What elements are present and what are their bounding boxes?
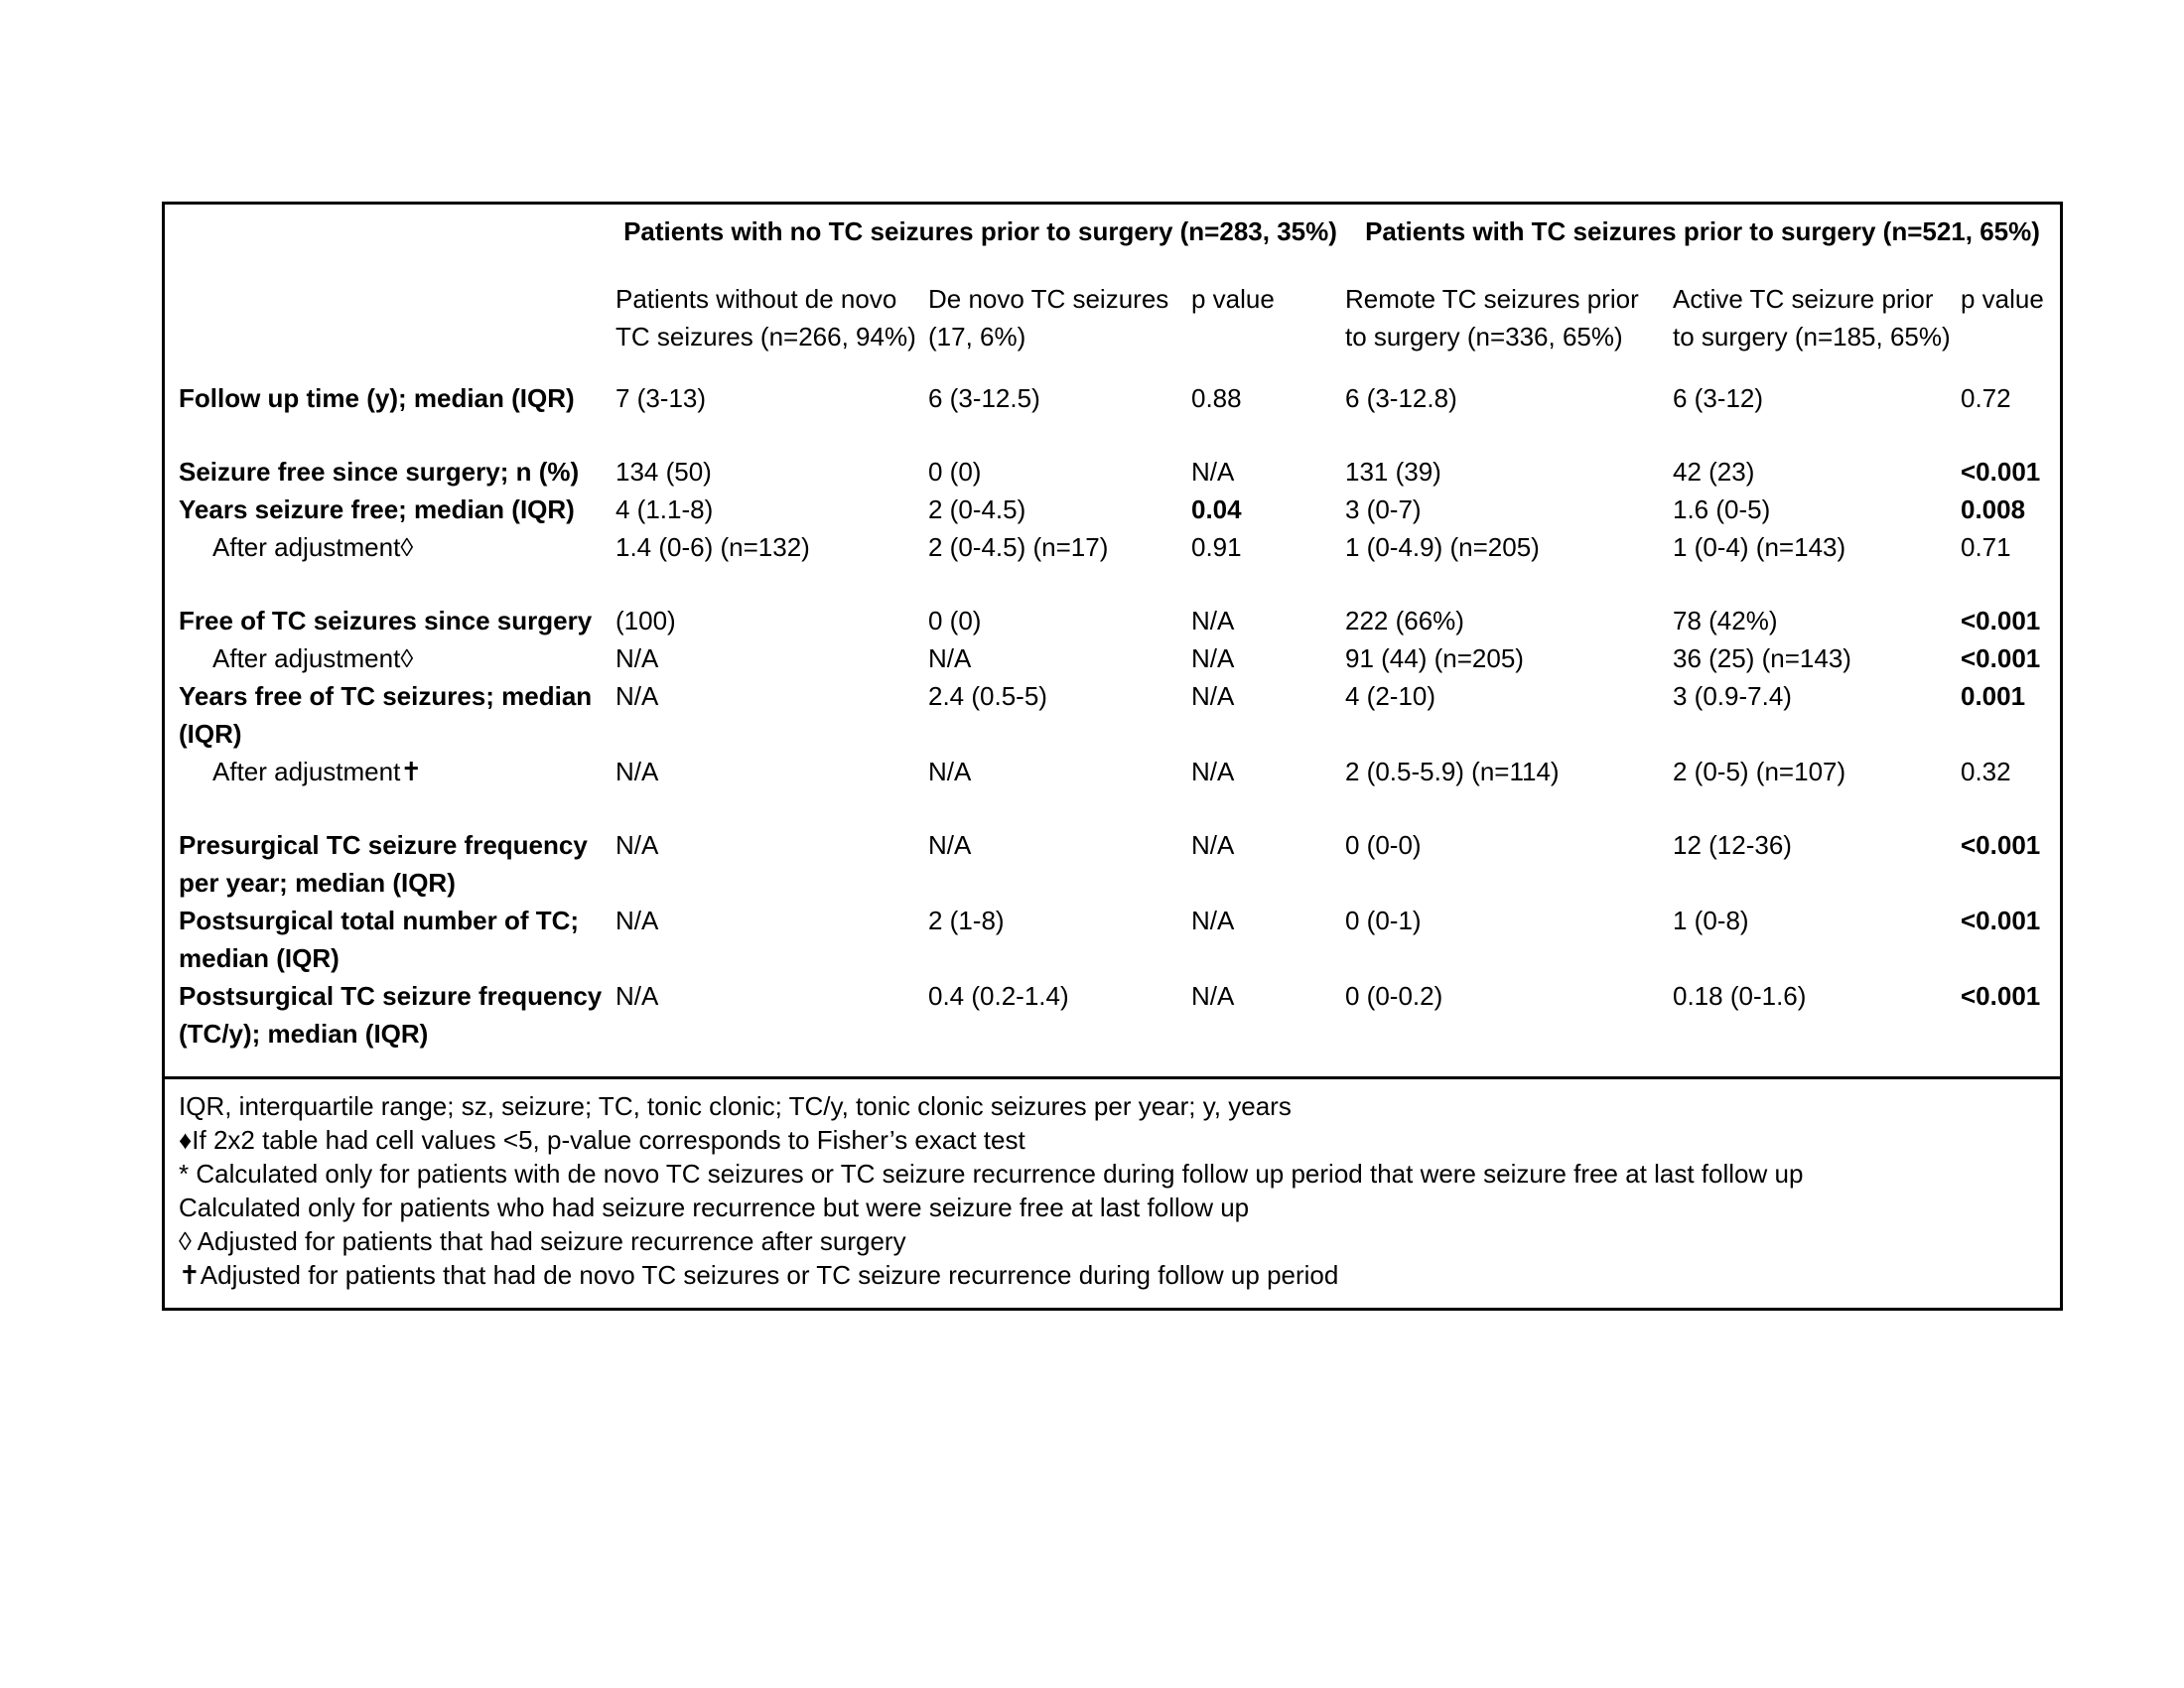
cell: <0.001 <box>1961 830 2041 860</box>
cell: (100) <box>615 606 676 635</box>
cell: 0 (0-0.2) <box>1345 981 1443 1011</box>
cell: N/A <box>928 643 972 673</box>
row-label: Years free of TC seizures; median (IQR) <box>179 681 593 749</box>
row-label: After adjustment✝ <box>212 757 423 786</box>
column-header-row <box>165 280 2060 355</box>
cell: 2 (0-4.5) <box>928 494 1026 524</box>
table-row <box>165 677 2060 753</box>
cell: 222 (66%) <box>1345 606 1464 635</box>
table-row <box>165 453 2060 491</box>
cell: 12 (12-36) <box>1673 830 1792 860</box>
cell: N/A <box>615 681 659 711</box>
footnote-recurrence: Calculated only for patients who had seizure recurrence but were seizure free at last follow up <box>179 1193 1250 1222</box>
row-label: Postsurgical total number of TC; median (IQR) <box>179 906 580 973</box>
table-body <box>165 205 2060 1076</box>
cell: 7 (3-13) <box>615 383 707 413</box>
group-header-tc: Patients with TC seizures prior to surgery (n=521, 65%) <box>1365 216 2040 246</box>
cell: 0.91 <box>1191 532 1242 562</box>
cell: 1 (0-4) (n=143) <box>1673 532 1846 562</box>
column-header: Patients without de novo TC seizures (n=266, 94%) <box>615 284 916 352</box>
cell: 1.4 (0-6) (n=132) <box>615 532 810 562</box>
row-label: After adjustment◊ <box>212 532 414 562</box>
row-gap <box>165 566 2060 602</box>
column-header: Remote TC seizures prior to surgery (n=336, 65%) <box>1345 284 1639 352</box>
row-label: Seizure free since surgery; n (%) <box>179 457 580 487</box>
cell: 6 (3-12.5) <box>928 383 1040 413</box>
column-header: p value <box>1961 284 2044 314</box>
cell: 0.04 <box>1191 494 1242 524</box>
cell: <0.001 <box>1961 643 2041 673</box>
table-row <box>165 602 2060 639</box>
cell: 91 (44) (n=205) <box>1345 643 1524 673</box>
footnote-dagger: ✝Adjusted for patients that had de novo TC seizures or TC seizure recurrence during follow up period <box>179 1260 1339 1290</box>
cell: N/A <box>1191 906 1235 935</box>
cell: N/A <box>928 757 972 786</box>
cell: <0.001 <box>1961 606 2041 635</box>
table-row <box>165 902 2060 977</box>
cell: 0.4 (0.2-1.4) <box>928 981 1069 1011</box>
cell: 1 (0-4.9) (n=205) <box>1345 532 1540 562</box>
cell: 0 (0) <box>928 457 982 487</box>
cell: 42 (23) <box>1673 457 1755 487</box>
cell: 1 (0-8) <box>1673 906 1749 935</box>
cell: 0.72 <box>1961 383 2011 413</box>
cell: 0 (0-0) <box>1345 830 1422 860</box>
cell: N/A <box>1191 981 1235 1011</box>
cell: 0.32 <box>1961 757 2011 786</box>
cell: <0.001 <box>1961 906 2041 935</box>
cell: 134 (50) <box>615 457 712 487</box>
cell: N/A <box>928 830 972 860</box>
cell: 0.008 <box>1961 494 2026 524</box>
cell: 0.18 (0-1.6) <box>1673 981 1807 1011</box>
cell: 3 (0-7) <box>1345 494 1422 524</box>
cell: N/A <box>615 981 659 1011</box>
cell: 2 (1-8) <box>928 906 1005 935</box>
table-row <box>165 826 2060 902</box>
cell: 131 (39) <box>1345 457 1441 487</box>
cell: 2 (0.5-5.9) (n=114) <box>1345 757 1560 786</box>
cell: 36 (25) (n=143) <box>1673 643 1851 673</box>
group-header-row <box>165 212 2060 250</box>
cell: 78 (42%) <box>1673 606 1778 635</box>
footnote-abbreviations: IQR, interquartile range; sz, seizure; TC, tonic clonic; TC/y, tonic clonic seizures per year; y, years <box>179 1091 1292 1121</box>
row-label: Follow up time (y); median (IQR) <box>179 383 575 413</box>
cell: N/A <box>1191 757 1235 786</box>
row-label: After adjustment◊ <box>212 643 414 673</box>
results-table <box>162 202 2063 1311</box>
cell: 6 (3-12) <box>1673 383 1764 413</box>
footnote-fisher-test: ♦If 2x2 table had cell values <5, p-value corresponds to Fisher’s exact test <box>179 1125 1025 1155</box>
cell: N/A <box>615 757 659 786</box>
column-header: p value <box>1191 284 1275 314</box>
cell: <0.001 <box>1961 981 2041 1011</box>
cell: 4 (1.1-8) <box>615 494 714 524</box>
cell: 0.71 <box>1961 532 2011 562</box>
row-gap <box>165 417 2060 453</box>
cell: N/A <box>615 906 659 935</box>
table-row <box>165 977 2060 1053</box>
cell: <0.001 <box>1961 457 2041 487</box>
cell: 2.4 (0.5-5) <box>928 681 1047 711</box>
cell: 4 (2-10) <box>1345 681 1436 711</box>
cell: 0 (0) <box>928 606 982 635</box>
table-row <box>165 753 2060 790</box>
row-label: Postsurgical TC seizure frequency (TC/y); median (IQR) <box>179 981 603 1049</box>
row-label: Years seizure free; median (IQR) <box>179 494 575 524</box>
cell: 2 (0-4.5) (n=17) <box>928 532 1109 562</box>
cell: N/A <box>1191 606 1235 635</box>
footnotes-section <box>165 1076 2060 1308</box>
cell: N/A <box>1191 457 1235 487</box>
cell: 0 (0-1) <box>1345 906 1422 935</box>
table-row <box>165 639 2060 677</box>
row-gap <box>165 790 2060 826</box>
row-label: Free of TC seizures since surgery <box>179 606 593 635</box>
footnote-lozenge: ◊ Adjusted for patients that had seizure recurrence after surgery <box>179 1226 906 1256</box>
row-label: Presurgical TC seizure frequency per year; median (IQR) <box>179 830 588 898</box>
cell: N/A <box>1191 681 1235 711</box>
column-header: Active TC seizure prior to surgery (n=185, 65%) <box>1673 284 1951 352</box>
footnote-asterisk: * Calculated only for patients with de novo TC seizures or TC seizure recurrence during follow up period that were seizure free at last follow up <box>179 1159 1804 1189</box>
table-row <box>165 491 2060 528</box>
cell: 0.88 <box>1191 383 1242 413</box>
table-row <box>165 379 2060 417</box>
cell: N/A <box>615 830 659 860</box>
cell: N/A <box>1191 643 1235 673</box>
cell: N/A <box>1191 830 1235 860</box>
cell: N/A <box>615 643 659 673</box>
cell: 0.001 <box>1961 681 2026 711</box>
cell: 1.6 (0-5) <box>1673 494 1771 524</box>
cell: 2 (0-5) (n=107) <box>1673 757 1846 786</box>
table-row <box>165 528 2060 566</box>
cell: 3 (0.9-7.4) <box>1673 681 1792 711</box>
group-header-no-tc: Patients with no TC seizures prior to surgery (n=283, 35%) <box>623 216 1337 246</box>
cell: 6 (3-12.8) <box>1345 383 1457 413</box>
column-header: De novo TC seizures (17, 6%) <box>928 284 1169 352</box>
